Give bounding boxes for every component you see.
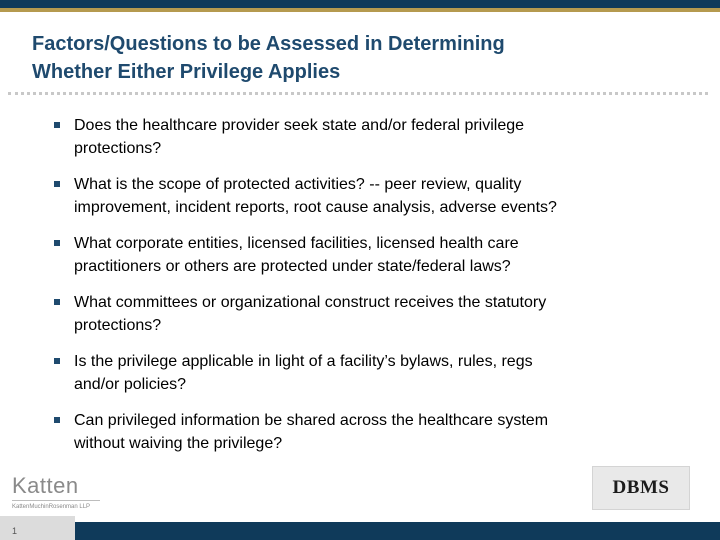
slide-title-line-2: Whether Either Privilege Applies — [32, 61, 341, 83]
bullet-item — [52, 232, 682, 278]
square-bullet-icon — [54, 299, 60, 305]
bullet-text-line-2: practitioners or others are protected under state/federal laws? — [74, 258, 511, 275]
page-number: 1 — [12, 526, 18, 536]
bullet-text-line-2: protections? — [74, 140, 162, 157]
katten-logo — [12, 474, 102, 514]
slide-title — [32, 30, 692, 86]
bullet-text-line-1: What corporate entities, licensed facilities, licensed health care — [74, 235, 519, 252]
bullet-text-line-1: Does the healthcare provider seek state and/or federal privilege — [74, 117, 525, 134]
top-gold-bar — [0, 8, 720, 12]
bullet-text-line-2: improvement, incident reports, root cause analysis, adverse events? — [74, 199, 557, 216]
page-number-box — [0, 516, 75, 540]
bullet-item — [52, 350, 682, 396]
title-divider — [8, 92, 708, 95]
katten-subtitle: KattenMuchinRosenman LLP — [12, 504, 91, 510]
bullet-text-line-2: and/or policies? — [74, 376, 187, 393]
square-bullet-icon — [54, 240, 60, 246]
slide-title-line-1: Factors/Questions to be Assessed in Determining — [32, 33, 505, 55]
dbms-logo — [592, 466, 690, 510]
bullet-text-line-2: protections? — [74, 317, 162, 334]
bullet-text-line-2: without waiving the privilege? — [74, 435, 283, 452]
top-navy-bar — [0, 0, 720, 8]
square-bullet-icon — [54, 122, 60, 128]
bullet-item — [52, 114, 682, 160]
bullet-item — [52, 409, 682, 455]
bullet-text-line-1: Is the privilege applicable in light of a facility’s bylaws, rules, regs — [74, 353, 533, 370]
bullet-text-line-1: What committees or organizational construct receives the statutory — [74, 294, 547, 311]
bullet-item — [52, 291, 682, 337]
square-bullet-icon — [54, 417, 60, 423]
dbms-wordmark: DBMS — [612, 477, 670, 498]
bullet-item — [52, 173, 682, 219]
square-bullet-icon — [54, 358, 60, 364]
bullet-text-line-1: What is the scope of protected activities? -- peer review, quality — [74, 176, 522, 193]
square-bullet-icon — [54, 181, 60, 187]
bullet-text-line-1: Can privileged information be shared across the healthcare system — [74, 412, 549, 429]
bullet-list — [52, 114, 682, 468]
katten-logo-rule — [12, 500, 100, 501]
bottom-navy-bar — [0, 522, 720, 540]
katten-wordmark: Katten — [12, 473, 79, 498]
